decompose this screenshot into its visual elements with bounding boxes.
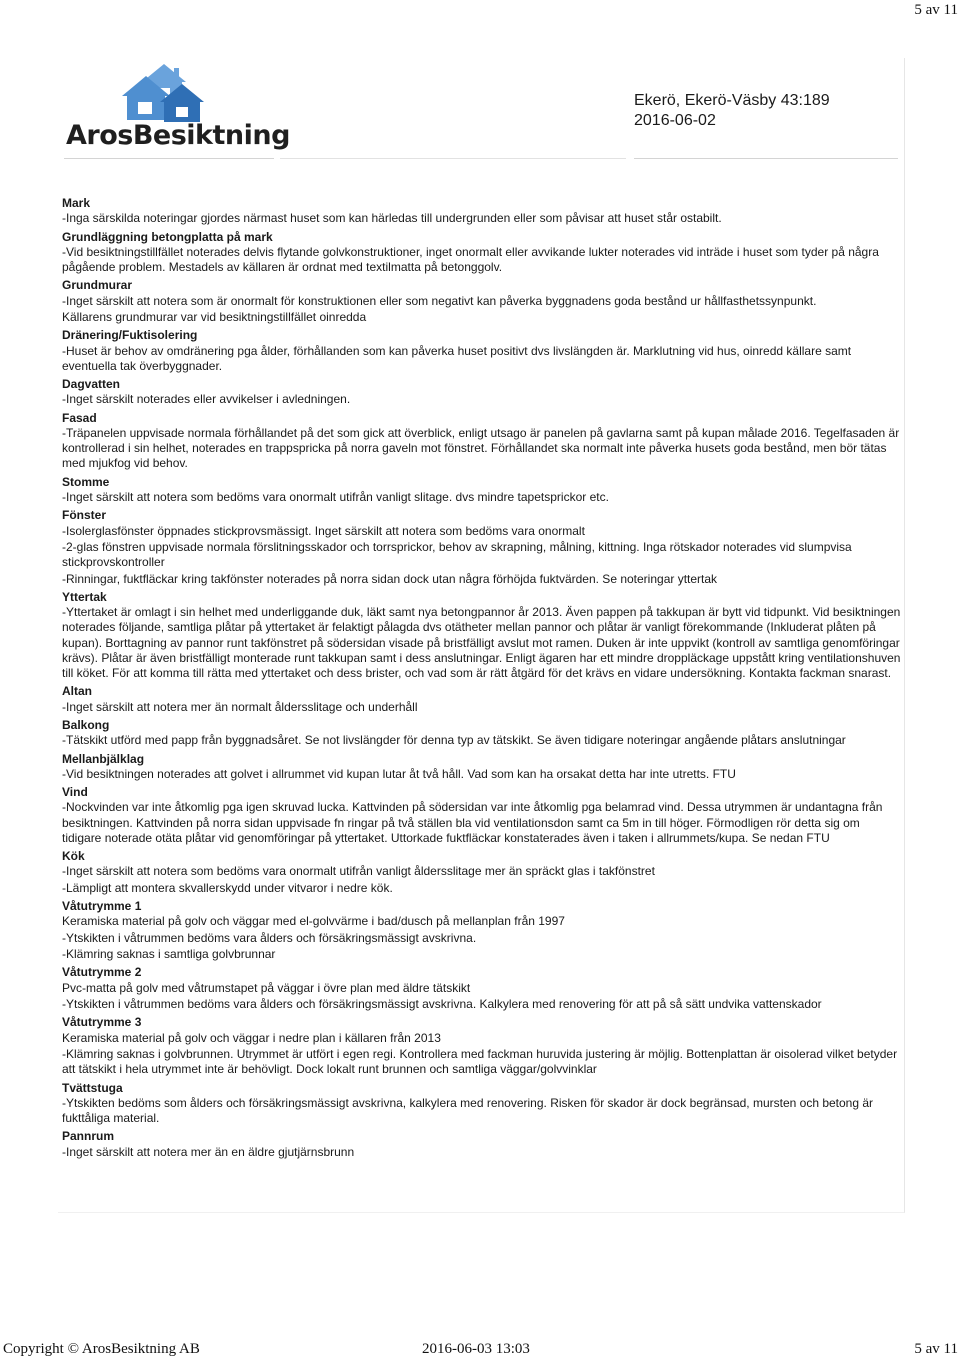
section — [62, 375, 902, 407]
report-date: 2016-06-02 — [634, 112, 716, 129]
section-paragraph: -Nockvinden var inte åtkomlig pga igen skruvad lucka. Kattvinden på södersidan var inte åtkomlig pga belamrad vind. Dessa utrymmen är undantagna från besiktningen. Kattvinden på norra sidan uppvisade fn ringar på två ställen bla vid ventilationsdon samt ca 5m in till höger. Förmodligen rör detta sig om tidigare noterade otäta plåtar vid genomföringar på yttertaket. Uttorkade fuktfläckar konstaterades även i taken i allrummets/kupa. Se nedan FTU — [62, 800, 883, 845]
property-designation: Ekerö, Ekerö-Väsby 43:189 — [634, 92, 830, 109]
section-title: Våtutrymme 3 — [62, 1015, 142, 1030]
section-paragraph: -Isolerglasfönster öppnades stickprovsmässigt. Inget särskilt att notera som bedöms vara onormalt — [62, 523, 585, 538]
section-paragraph: -Träpanelen uppvisade normala förhållandet på det som gick att överblick, enligt utsago är panelen på gavlarna samt på kupan målade 2016. Tegelfasaden är kontrollerad i sin helhet, noterades en trappspricka på norra gaveln mot fönstret. Förhållandet ska normalt inte påverka husets goda bestånd, men bör tätas med mjukfog vid behov. — [62, 425, 900, 471]
section-paragraph: -Ytskikten i våtrummen bedöms vara ålders och försäkringsmässigt avskrivna. Kalkylera med renovering för att på så sätt undvika vattenskador — [62, 997, 822, 1012]
section-title: Stomme — [62, 474, 110, 489]
section — [62, 897, 902, 962]
section — [62, 326, 902, 374]
section — [62, 228, 902, 276]
section-paragraph: Pvc-matta på golv med våtrumstapet på väggar i övre plan med äldre tätskikt — [62, 980, 471, 995]
section-paragraph: -Lämpligt att montera skvallerskydd under vitvaror i nedre kök. — [62, 880, 393, 895]
section-title: Kök — [62, 849, 85, 864]
section-paragraph: -Yttertaket är omlagt i sin helhet med underliggande duk, läkt samt nya betongpannor år 2013. Även pappen på takkupan är bytt vid tidpunkt. Vid besiktningen noterades följande, samtliga plåtar på yttertaket är felaktigt pålagda dvs otätheter mellan pannor och plåtar är vanligt förekommande (Inkluderat plåten på kupan). Borttagning av pannor runt takfönstret på södersidan visade på bristfälligt avslut mot ramen. Duken är inte uppvikt (kontroll av samtliga genomföringar krävs). Plåtar är även bristfälligt monterade runt takkupan samt i dess anslutningar. Enligt ägaren har ett mindre droppläckage uppstått kring ventilationshuven till köket. För att komma till rätta med yttertaket och dess brister, och vad som är rätt åtgärd för det krävs en vidare undersökning. Kontakta fackman snarast. — [62, 605, 901, 680]
section-title: Altan — [62, 684, 92, 699]
section-paragraph: -Inget särskilt att notera som är onormalt för konstruktionen eller som negativt kan påverka byggnadens goda bestånd ur hållfasthetssynpunkt. — [62, 293, 817, 308]
section-paragraph: -Rinningar, fuktfläckar kring takfönster noterades på norra sidan dock utan några förhöjda fuktvärden. Se noteringar yttertak — [62, 571, 718, 586]
section-paragraph: -Klämring saknas i golvbrunnen. Utrymmet är utfört i egen regi. Kontrollera med fackman huruvida justering är möjlig. Bottenplattan är oisolerad vilket betyder att tätskikt i hela utrymmet inte är behövligt. Dock lokalt runt brunnen och samtliga väggar/golvvinklar — [62, 1047, 898, 1077]
section — [62, 588, 902, 681]
section-paragraph: -Inget särskilt att notera som bedöms vara onormalt utifrån vanligt åldersslitage mer än spräckt glas i takfönstret — [62, 864, 655, 879]
section-title: Tvättstuga — [62, 1080, 123, 1095]
section-paragraph: -Vid besiktningen noterades att golvet i allrummet vid kupan lutar åt två håll. Vad som kan ha orsakat detta har inte utretts. FTU — [62, 766, 736, 781]
header-divider-middle — [280, 158, 626, 159]
section-title: Vind — [62, 785, 88, 800]
section-title: Balkong — [62, 717, 110, 732]
section-paragraph: -Klämring saknas i samtliga golvbrunnar — [62, 947, 276, 962]
section — [62, 1079, 902, 1127]
footer-page-number: 5 av 11 — [914, 1341, 958, 1357]
section-title: Fasad — [62, 410, 97, 425]
section-title: Våtutrymme 2 — [62, 965, 142, 980]
section-title: Dränering/Fuktisolering — [62, 328, 198, 343]
page-footer — [0, 1341, 960, 1361]
section-title: Grundmurar — [62, 278, 133, 293]
section — [62, 473, 902, 505]
section-title: Mark — [62, 196, 91, 210]
section-title: Dagvatten — [62, 377, 121, 392]
arosbesiktning-logo — [64, 62, 290, 158]
section — [62, 847, 902, 896]
section-title: Fönster — [62, 508, 107, 523]
footer-copyright: Copyright © ArosBesiktning AB — [3, 1341, 200, 1357]
section-paragraph: -Inget särskilt att notera mer än normalt åldersslitage och underhåll — [62, 699, 418, 714]
section-paragraph: -Ytskikten bedöms som ålders och försäkringsmässigt avskrivna, kalkylera med renovering. Risken för skador är dock begränsad, mursten och betong är fukttåliga material. — [62, 1095, 874, 1126]
header-divider-right — [634, 158, 898, 159]
section — [62, 194, 902, 226]
section-paragraph: -Ytskikten i våtrummen bedöms vara ålders och försäkringsmässigt avskrivna. — [62, 930, 477, 945]
section-paragraph: Källarens grundmurar var vid besiktningstillfället oinredda — [62, 309, 367, 324]
section-title: Pannrum — [62, 1129, 115, 1144]
section-paragraph: -Inget särskilt att notera som bedöms vara onormalt utifrån vanligt slitage. dvs mindre tapetsprickor etc. — [62, 489, 609, 504]
section — [62, 716, 902, 748]
section-paragraph: -Inget särskilt noterades eller avvikelser i avledningen. — [62, 392, 351, 407]
section-title: Våtutrymme 1 — [62, 899, 142, 914]
section — [62, 1127, 902, 1159]
report-header — [634, 91, 830, 131]
section-paragraph: Keramiska material på golv och väggar i nedre plan i källaren från 2013 — [62, 1030, 441, 1045]
section-paragraph: -Huset är behov av omdränering pga ålder, förhållanden som kan påverka huset positivt dvs livslängden är. Marklutning vid hus, oinredd källare samt eventuella tak överbyggnader. — [62, 343, 852, 373]
inspection-content — [62, 194, 902, 1161]
page-number-top: 5 av 11 — [914, 2, 958, 18]
section — [62, 783, 902, 846]
footer-timestamp: 2016-06-03 13:03 — [422, 1341, 530, 1357]
header-divider-left — [64, 158, 274, 159]
section-paragraph: -2-glas fönstren uppvisade normala förslitningsskador och torrsprickor, behov av skrapning, målning, kittning. Inga rötskador noterades vid slumpvisa stickprovskontroller — [62, 539, 852, 570]
section-paragraph: -Inga särskilda noteringar gjordes närmast huset som kan härledas till undergrunden eller som påvisar att huset står ostabilt. — [62, 211, 722, 226]
logo-text: ArosBesiktning — [66, 120, 290, 151]
section-paragraph: -Tätskikt utförd med papp från byggnadsåret. Se not livslängder för denna typ av tätskikt. Se även tidigare noteringar angående plåtars anslutningar — [62, 733, 846, 748]
section-paragraph: -Inget särskilt att notera mer än en äldre gjutjärnsbrunn — [62, 1144, 355, 1159]
section-title: Mellanbjälklag — [62, 751, 145, 766]
section — [62, 963, 902, 1012]
section — [62, 682, 902, 714]
section — [62, 409, 902, 472]
section — [62, 276, 902, 325]
section — [62, 1013, 902, 1077]
section — [62, 506, 902, 586]
section-paragraph: Keramiska material på golv och väggar med el-golvvärme i bad/dusch på mellanplan från 1997 — [62, 914, 565, 929]
section-paragraph: -Vid besiktningstillfället noterades delvis flytande golvkonstruktioner, inget onormalt eller avvikande lukter noterades vid inträde i huset som tyder på några pågående problem. Mestadels av källaren är ordnat med textilmatta på betonggolv. — [62, 244, 879, 274]
section-title: Yttertak — [62, 589, 107, 604]
section-title: Grundläggning betongplatta på mark — [62, 229, 273, 244]
section — [62, 750, 902, 782]
